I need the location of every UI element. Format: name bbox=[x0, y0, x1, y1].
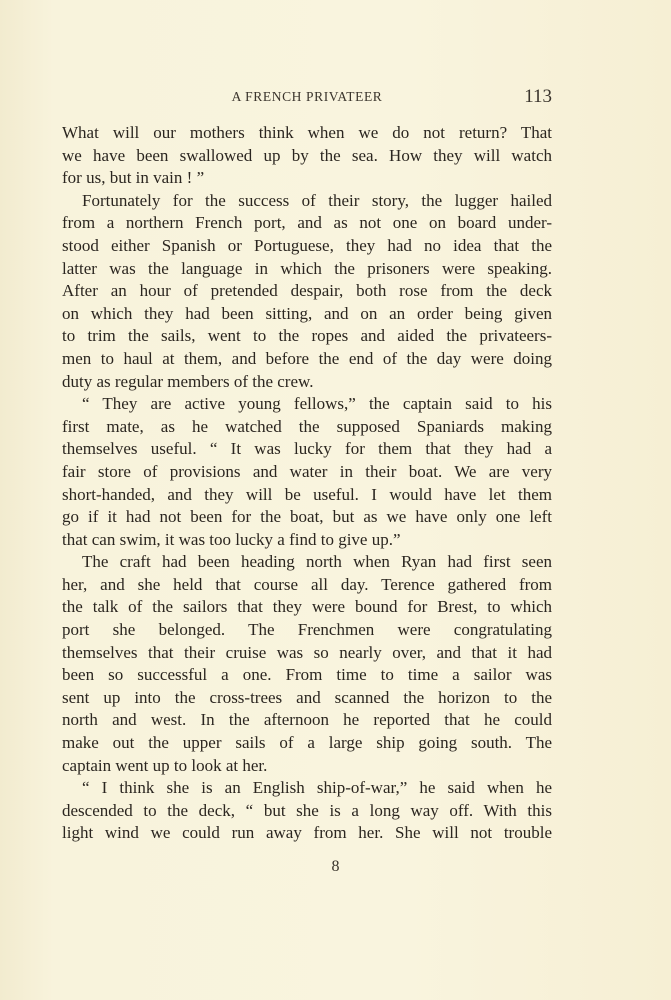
text-line: that can swim, it was too lucky a find to give up.” bbox=[62, 529, 401, 549]
text-line: descended to the deck, “ but she is a long way off. With this bbox=[62, 800, 552, 820]
text-line: make out the upper sails of a large ship going south. The bbox=[62, 733, 552, 753]
text-line: first mate, as he watched the supposed Spaniards making bbox=[62, 416, 552, 436]
text-line: latter was the language in which the prisoners were speaking. bbox=[62, 258, 552, 278]
text-line: light wind we could run away from her. She will not trouble bbox=[62, 823, 552, 843]
text-line: “ I think she is an English ship-of-war,” he said when he bbox=[82, 778, 552, 798]
page-header bbox=[62, 86, 552, 108]
text-line: the talk of the sailors that they were bound for Brest, to which bbox=[62, 597, 552, 617]
text-line: go if it had not been for the boat, but as we have only one left bbox=[62, 507, 552, 527]
text-line: What will our mothers think when we do not return? That bbox=[62, 123, 552, 142]
running-title: A FRENCH PRIVATEER bbox=[231, 89, 383, 104]
text-line: sent up into the cross-trees and scanned the horizon to the bbox=[62, 687, 552, 707]
text-line: The craft had been heading north when Ryan had first seen bbox=[82, 552, 552, 572]
page-number: 113 bbox=[524, 86, 552, 107]
text-line: for us, but in vain ! ” bbox=[62, 168, 205, 188]
text-line: men to haul at them, and before the end of the day were doing bbox=[62, 348, 552, 368]
text-line: short-handed, and they will be useful. I would have let them bbox=[62, 484, 552, 504]
text-line: Fortunately for the success of their story, the lugger hailed bbox=[82, 190, 552, 210]
text-line: After an hour of pretended despair, both rose from the deck bbox=[62, 281, 552, 301]
text-line: port she belonged. The Frenchmen were congratulating bbox=[62, 620, 552, 640]
text-line: stood either Spanish or Portuguese, they had no idea that the bbox=[62, 235, 552, 255]
text-line: captain went up to look at her. bbox=[62, 755, 268, 775]
text-line: north and west. In the afternoon he reported that he could bbox=[62, 710, 552, 730]
text-line: duty as regular members of the crew. bbox=[62, 371, 314, 391]
signature-mark: 8 bbox=[331, 858, 340, 875]
text-line: to trim the sails, went to the ropes and aided the privateers- bbox=[62, 326, 552, 346]
text-line: been so successful a one. From time to time a sailor was bbox=[62, 665, 552, 685]
text-line: her, and she held that course all day. Terence gathered from bbox=[62, 574, 552, 594]
body-text bbox=[62, 122, 552, 845]
text-line: on which they had been sitting, and on an order being given bbox=[62, 303, 552, 323]
text-line: themselves useful. “ It was lucky for them that they had a bbox=[62, 439, 552, 459]
text-line: from a northern French port, and as not one on board under- bbox=[62, 213, 552, 233]
text-line: fair store of provisions and water in their boat. We are very bbox=[62, 461, 552, 481]
text-line: “ They are active young fellows,” the captain said to his bbox=[82, 394, 552, 414]
text-line: we have been swallowed up by the sea. How they will watch bbox=[62, 145, 552, 165]
text-line: themselves that their cruise was so nearly over, and that it had bbox=[62, 642, 552, 662]
